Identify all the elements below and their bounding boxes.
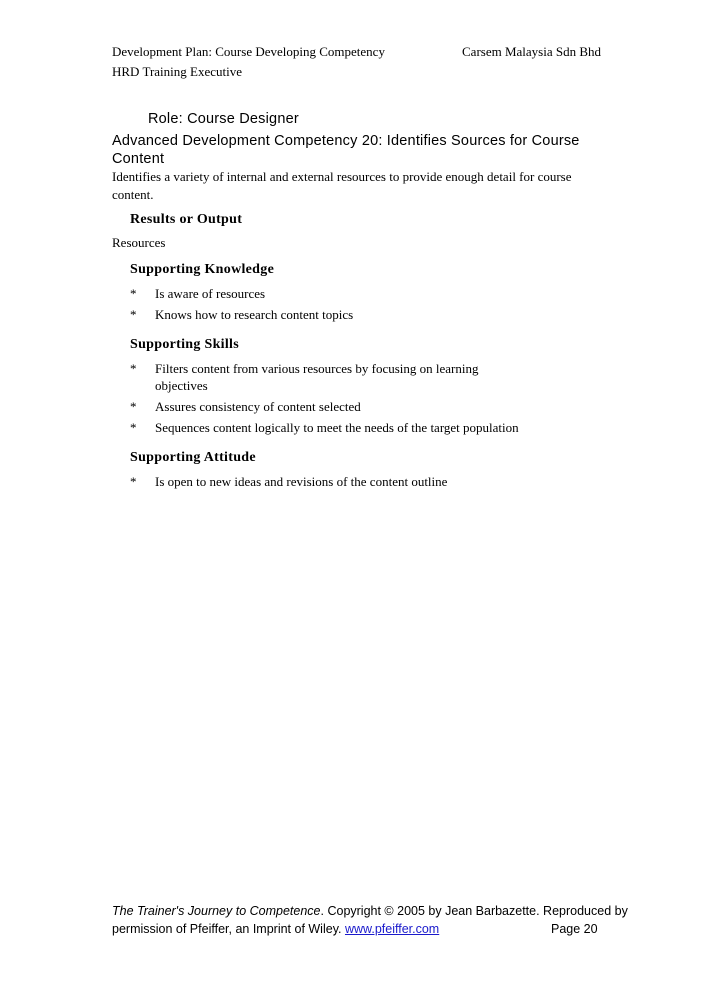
- list-item: Assures consistency of content selected: [155, 399, 361, 414]
- footer-permission-line: [112, 922, 439, 936]
- bullet-star-icon: *: [130, 286, 137, 301]
- role-heading: Role: Course Designer: [148, 111, 299, 127]
- bullet-star-icon: *: [130, 307, 137, 322]
- list-item: Knows how to research content topics: [155, 307, 354, 322]
- bullet-star-icon: *: [130, 399, 137, 414]
- knowledge-heading: Supporting Knowledge: [130, 262, 275, 277]
- footer-copyright: . Copyright © 2005 by Jean Barbazette. Reproduced by: [320, 904, 628, 918]
- attitude-heading: Supporting Attitude: [130, 450, 256, 465]
- competency-description-line1: Identifies a variety of internal and external resources to provide enough detail for course: [112, 169, 572, 184]
- competency-description-line2: content.: [112, 187, 154, 202]
- footer-website-link[interactable]: www.pfeiffer.com: [344, 922, 440, 936]
- bullet-star-icon: *: [130, 420, 137, 435]
- header-subtitle: HRD Training Executive: [112, 64, 242, 79]
- list-item: Filters content from various resources by focusing on learning: [155, 361, 479, 376]
- results-value: Resources: [112, 235, 166, 250]
- list-item: Sequences content logically to meet the needs of the target population: [155, 420, 519, 435]
- list-item-continuation: objectives: [155, 378, 208, 393]
- footer-copyright-line: [112, 904, 628, 918]
- list-item: Is open to new ideas and revisions of the content outline: [155, 474, 448, 489]
- skills-heading: Supporting Skills: [130, 337, 239, 352]
- header-title-right: Carsem Malaysia Sdn Bhd: [462, 44, 602, 59]
- footer-book-title: The Trainer's Journey to Competence: [112, 904, 321, 918]
- bullet-star-icon: *: [130, 361, 137, 376]
- footer-permission: permission of Pfeiffer, an Imprint of Wiley.: [112, 922, 345, 936]
- competency-heading-line2: Content: [112, 151, 165, 167]
- bullet-star-icon: *: [130, 474, 137, 489]
- results-heading: Results or Output: [130, 212, 243, 227]
- header-title-left: Development Plan: Course Developing Competency: [112, 44, 385, 59]
- competency-heading-line1: Advanced Development Competency 20: Identifies Sources for Course: [112, 133, 580, 149]
- page-number: Page 20: [551, 922, 598, 936]
- list-item: Is aware of resources: [155, 286, 266, 301]
